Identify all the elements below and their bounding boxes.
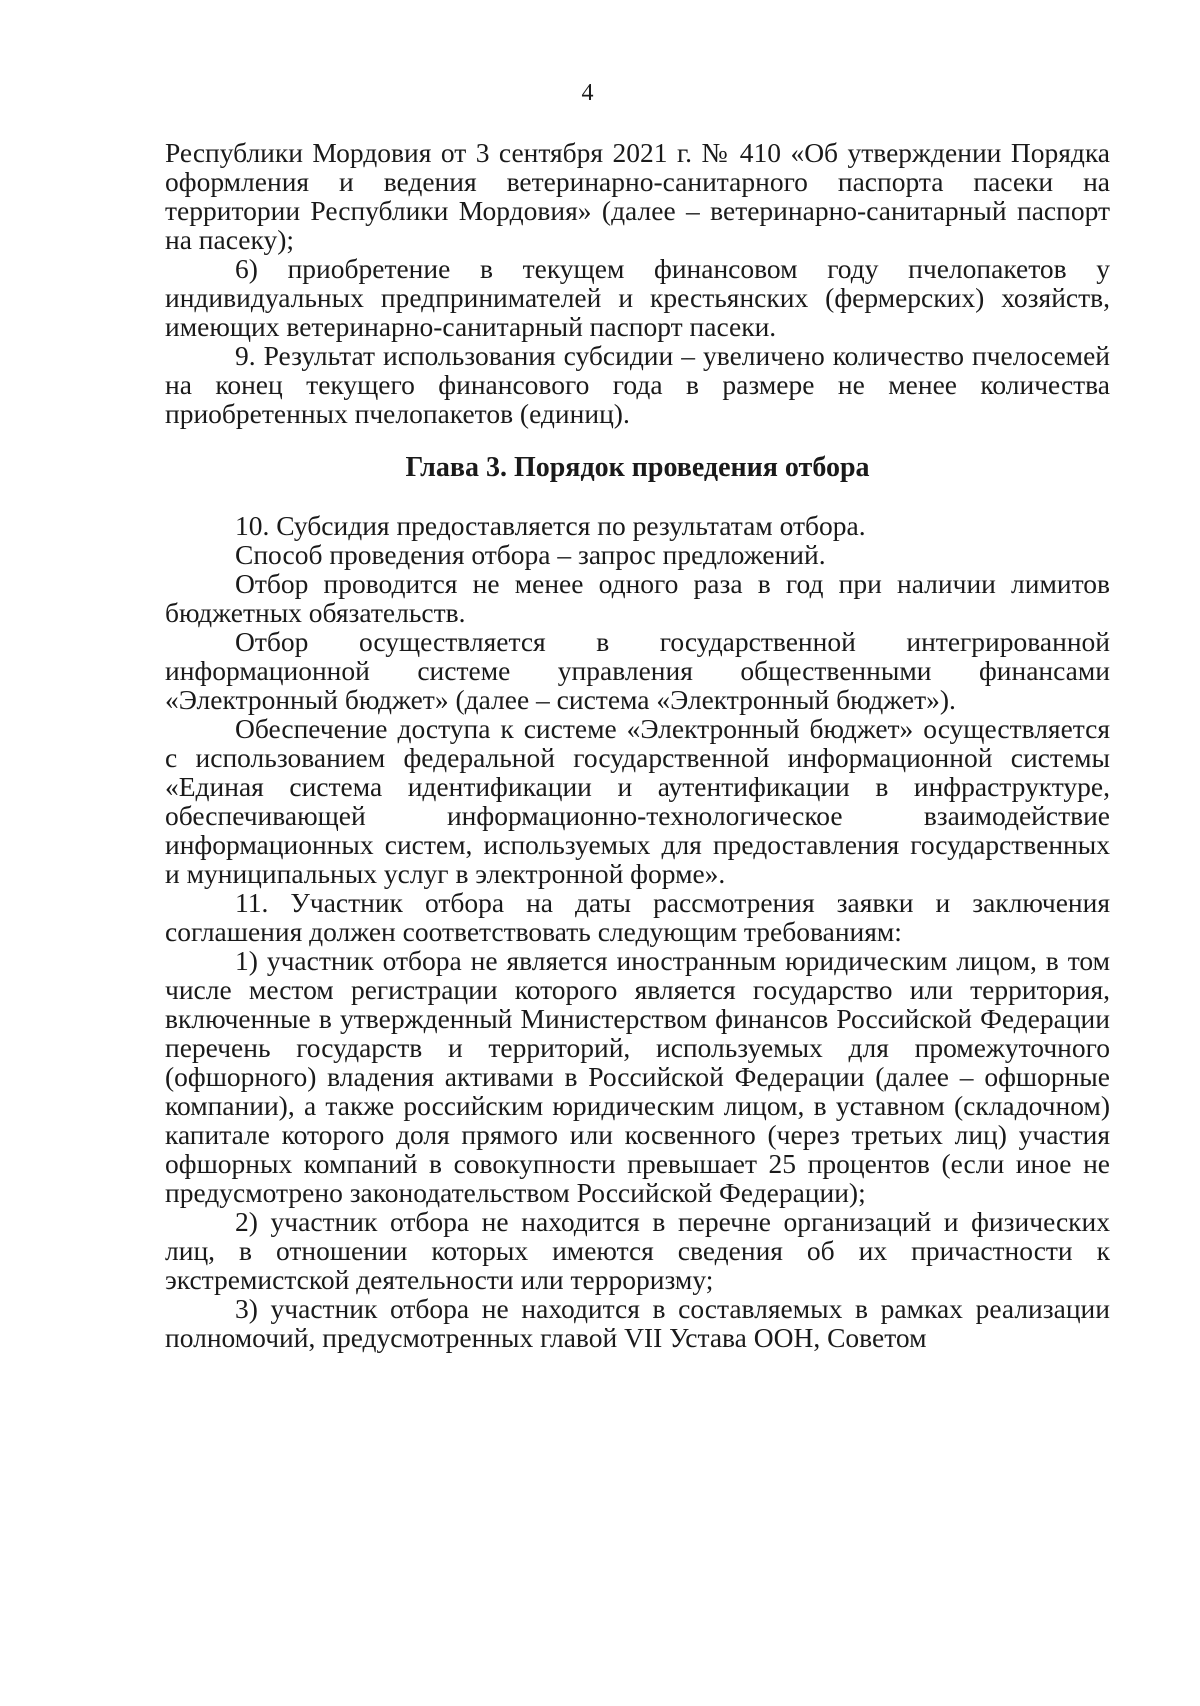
paragraph-requirement-3: 3) участник отбора не находится в составляемых в рамках реализации полномочий, предусмотренных главой VII Устава ООН, Советом bbox=[165, 1293, 1110, 1353]
paragraph-system: Отбор осуществляется в государственной интегрированной информационной системе управления общественными финансами «Электронный бюджет» (далее – система «Электронный бюджет»). bbox=[165, 626, 1110, 715]
paragraph-method: Способ проведения отбора – запрос предложений. bbox=[235, 539, 826, 570]
paragraph-10: 10. Субсидия предоставляется по результатам отбора. bbox=[235, 510, 866, 541]
paragraph-requirement-2: 2) участник отбора не находится в перечне организаций и физических лиц, в отношении которых имеются сведения об их причастности к экстремистской деятельности или терроризму; bbox=[165, 1206, 1110, 1295]
paragraph-continuation: Республики Мордовия от 3 сентября 2021 г. № 410 «Об утверждении Порядка оформления и ведения ветеринарно-санитарного паспорта пасеки на территории Республики Мордовия» (далее – ветеринарно-санитарный паспорт на пасеку); bbox=[165, 137, 1110, 255]
paragraph-requirement-1: 1) участник отбора не является иностранным юридическим лицом, в том числе местом регистрации которого является государство или территория, включенные в утвержденный Министерством финансов Российской Федерации перечень государств и территорий, используемых для промежуточного (офшорного) владения активами в Российской Федерации (далее – офшорные компании), а также российским юридическим лицом, в уставном (складочном) капитале которого доля прямого или косвенного (через третьих лиц) участия офшорных компаний в совокупности превышает 25 процентов (если иное не предусмотрено законодательством Российской Федерации); bbox=[165, 945, 1110, 1208]
document-body bbox=[165, 138, 1110, 1352]
paragraph-11: 11. Участник отбора на даты рассмотрения заявки и заключения соглашения должен соответствовать следующим требованиям: bbox=[165, 887, 1110, 947]
paragraph-frequency: Отбор проводится не менее одного раза в год при наличии лимитов бюджетных обязательств. bbox=[165, 568, 1110, 628]
paragraph-item-9: 9. Результат использования субсидии – увеличено количество пчелосемей на конец текущего финансового года в размере не менее количества приобретенных пчелопакетов (единиц). bbox=[165, 340, 1110, 429]
page-number: 4 bbox=[581, 80, 594, 106]
paragraph-item-6: 6) приобретение в текущем финансовом году пчелопакетов у индивидуальных предпринимателей и крестьянских (фермерских) хозяйств, имеющих ветеринарно-санитарный паспорт пасеки. bbox=[165, 253, 1110, 342]
chapter-heading: Глава 3. Порядок проведения отбора bbox=[405, 452, 870, 483]
paragraph-access: Обеспечение доступа к системе «Электронный бюджет» осуществляется с использованием федеральной государственной информационной системы «Единая система идентификации и аутентификации в инфраструктуре, обеспечивающей информационно-технологическое взаимодействие информационных систем, используемых для предоставления государственных и муниципальных услуг в электронной форме». bbox=[165, 713, 1110, 889]
